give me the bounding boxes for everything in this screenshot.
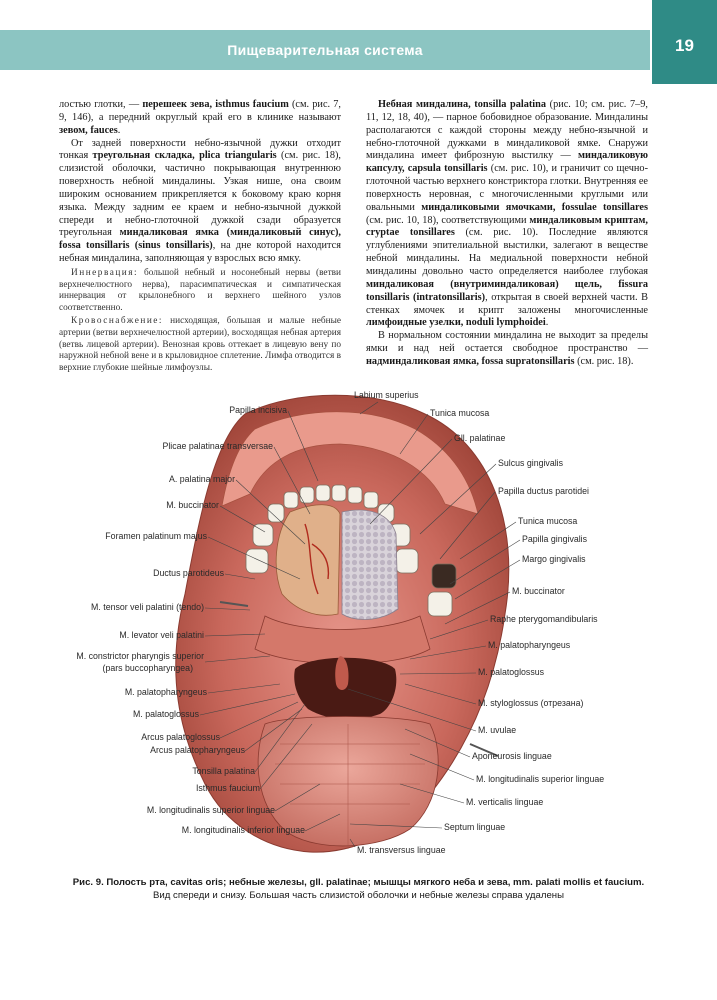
page-number-tab [652, 0, 717, 84]
label-pars-buccopharyngea: (pars buccopharyngea) [102, 663, 193, 673]
label-septum-linguae: Septum linguae [444, 822, 506, 832]
palatine-glands [342, 510, 398, 619]
right-paragraph-1: Небная миндалина, tonsilla palatina (рис. 10; см. рис. 7–9, 11, 12, 18, 40), — парное бобовидное образование. Миндалины располагаются с каждой стороны между небно-язычной и небно-глоточной дужками в миндаликовой ямке. Снаружи миндалина имеет фиброзную выстилку — миндаликовую капсулу, capsula tonsillaris (см. рис. 10), и граничит со щечно-глоточной частью верхнего констриктора глотки. Внутренняя ее поверхность неровная, с многочисленными круглыми или овальными миндаликовыми ямочками, fossulae tonsillares (см. рис. 10, 18), соответствующими миндаликовым криптам, cryptae tonsillares (см. рис. 10). Последние являются углублениями эпителиальной выстилки, залегают в веществе небной миндалины. На медиальной поверхности небной миндалины довольно часто определяется наиболее глубокая миндаликовая (внутриминдаликовая) щель, fissura tonsillaris (intratonsillaris), открытая в своей верхней части. В стенках ямочек и крипт заложены многочисленные лимфоидные узелки, noduli lymphoidei. [366, 99, 649, 329]
label-arcus-palatoglossus: Arcus palatoglossus [141, 732, 220, 742]
label-isthmus-faucium: Isthmus faucium [195, 783, 260, 793]
label-ductus-parotideus: Ductus parotideus [153, 568, 224, 578]
label-tonsilla-palatina: Tonsilla palatina [192, 766, 255, 776]
caption-title: Рис. 9. Полость рта, cavitas oris; небные железы, gll. palatinae; мышцы мягкого неба и зева, mm. palati mollis et faucium. [72, 877, 645, 888]
right-paragraph-2: В нормальном состоянии миндалина не выходит за пределы ямки и над ней остается свободное пространство — надминдаликовая ямка, fossa supratonsillaris (см. рис. 18). [366, 330, 648, 367]
label-m-long-sup-left: M. longitudinalis superior linguae [146, 805, 275, 815]
label-m-constrictor: M. constrictor pharyngis superior [76, 651, 204, 661]
caption-subtitle: Вид спереди и снизу. Большая часть слизистой оболочки и небные железы справа удалены [153, 890, 564, 901]
label-m-long-inf: M. longitudinalis inferior linguae [181, 825, 305, 835]
label-m-styloglossus: M. styloglossus (отрезана) [478, 698, 584, 708]
label-tunica-mucosa-1: Tunica mucosa [430, 408, 490, 418]
label-m-buccinator-right: M. buccinator [512, 586, 565, 596]
label-a-palatina-major: A. palatina major [168, 474, 235, 484]
label-gll-palatinae: Gll. palatinae [454, 433, 506, 443]
label-papilla-ductus: Papilla ductus parotidei [498, 486, 589, 496]
running-header [0, 30, 650, 70]
label-arcus-palatopharyngeus: Arcus palatopharyngeus [150, 745, 245, 755]
label-tunica-mucosa-2: Tunica mucosa [518, 516, 578, 526]
label-plicae-palatinae: Plicae palatinae transversae [162, 441, 273, 451]
label-raphe-pterygo: Raphe pterygomandibularis [490, 614, 598, 624]
label-m-long-sup-right: M. longitudinalis superior linguae [476, 774, 605, 784]
left-text-column [59, 99, 341, 374]
label-m-palatopharyngeus-right: M. palatopharyngeus [488, 640, 571, 650]
label-m-palatopharyngeus-left: M. palatopharyngeus [124, 687, 207, 697]
section-title: Пищеварительная система [227, 42, 423, 58]
label-aponeurosis-linguae: Aponeurosis linguae [472, 751, 552, 761]
oral-cavity-illustration [50, 384, 667, 864]
label-m-palatoglossus-right: M. palatoglossus [478, 667, 545, 677]
label-m-uvulae: M. uvulae [478, 725, 517, 735]
label-m-palatoglossus-left: M. palatoglossus [132, 709, 199, 719]
label-papilla-gingivalis: Papilla gingivalis [522, 534, 588, 544]
label-labium-superius: Labium superius [354, 390, 419, 400]
label-m-buccinator-left: M. buccinator [166, 500, 219, 510]
label-m-verticalis: M. verticalis linguae [466, 797, 544, 807]
right-text-column [366, 99, 648, 369]
left-paragraph-1: лостью глотки, — перешеек зева, isthmus faucium (см. рис. 7, 9, 146), а передний округлый край его в клинике называют зевом, fauces. [59, 99, 341, 136]
label-papilla-incisiva: Papilla incisiva [229, 405, 287, 415]
label-margo-gingivalis: Margo gingivalis [522, 554, 586, 564]
blood-supply-paragraph: Кровоснабжение: нисходящая, большая и малые небные артерии (ветви верхнечелюстной артерии), восходящая небная артерия (ветвь лицевой артерии). Венозная кровь оттекает в лицевую вену по наружной небной вене и в крыловидное сплетение. Лимфа отводится в верхние глубокие шейные лимфоузлы. [59, 316, 341, 373]
figure-caption [30, 876, 687, 902]
label-m-tensor-veli: M. tensor veli palatini (tendo) [91, 602, 204, 612]
label-foramen-palatinum: Foramen palatinum majus [105, 531, 207, 541]
anatomy-figure [50, 384, 667, 864]
page-number: 19 [675, 36, 694, 55]
label-m-transversus: M. transversus linguae [357, 845, 446, 855]
label-sulcus-gingivalis: Sulcus gingivalis [498, 458, 564, 468]
left-paragraph-2: От задней поверхности небно-язычной дужки отходит тонкая треугольная складка, plica triangularis (см. рис. 18), слизистой оболочки, частично покрывающая внутреннюю поверхность небной миндалины. Узкая нише, она своим широким основанием прикрепляется к боковому краю корня языка. Между задним ее краем и небно-язычной дужкой спереди и небно-глоточной дужкой сзади образуется треугольная миндаликовая ямка (миндаликовый синус), fossa tonsillaris (sinus tonsillaris), на дне которой находится небная миндалина, заполняющая у взрослых всю ямку. [59, 137, 341, 265]
innervation-paragraph: Иннервация: большой небный и носонебный нервы (ветви верхнечелюстного нерва), парасимпатическая и симпатическая иннервация от крылонебного и верхнего шейного узлов соответственно. [59, 267, 341, 313]
label-m-levator-veli: M. levator veli palatini [119, 630, 204, 640]
